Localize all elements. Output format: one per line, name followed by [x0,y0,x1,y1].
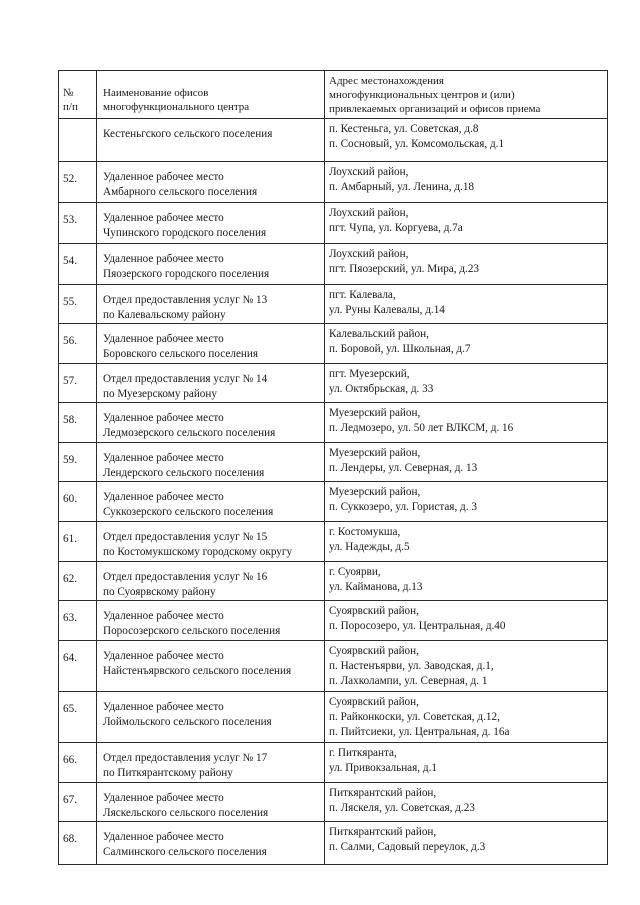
row-number-cell: 63. [58,601,96,640]
row-number-cell: 67. [58,783,96,822]
office-address-cell [324,403,608,442]
office-address-line: п. Сосновый, ул. Комсомольская, д.1 [329,137,505,150]
office-name-cell [96,244,324,284]
office-address-line: п. Ляскеля, ул. Советская, д.23 [329,801,475,814]
office-name-line: Удаленное рабочее место [103,701,224,714]
table-header [58,70,608,118]
row-number-cell: 58. [58,403,96,442]
office-address-cell [324,162,608,202]
row-number-cell: 57. [58,364,96,403]
row-number-cell: 66. [58,743,96,782]
office-address-line: пгт. Чупа, ул. Коргуева, д.7а [329,221,463,234]
table-body [58,118,608,865]
office-name-cell [96,162,324,202]
row-number-cell: 55. [58,285,96,324]
office-name-line: по Суоярвскому району [103,585,216,598]
table-row [58,742,608,782]
office-address-cell [324,482,608,521]
office-name-line: Боровского сельского поселения [103,347,259,360]
office-name-cell [96,203,324,243]
office-address-line: ул. Руны Калевалы, д.14 [329,303,445,316]
office-name-line: Удаленное рабочее место [103,212,224,225]
office-name-cell [96,443,324,482]
office-name-cell [96,783,324,822]
office-name-line: Отдел предоставления услуг № 14 [103,373,268,386]
office-address-line: Калевальский район, [329,328,429,341]
office-name-line: Отдел предоставления услуг № 15 [103,531,268,544]
office-address-cell [324,641,608,691]
office-name-cell [96,119,324,161]
office-address-line: Муезерский район, [329,447,421,460]
office-address-line: Питкярантский район, [329,826,437,839]
office-name-line: Поросозерского сельского поселения [103,624,281,637]
office-address-line: п. Амбарный, ул. Ленина, д.18 [329,180,475,193]
office-address-line: Питкярантский район, [329,787,437,800]
office-name-cell [96,522,324,561]
office-address-line: Суоярвский район, [329,605,419,618]
office-name-cell [96,482,324,521]
office-address-line: ул. Надежды, д.5 [329,540,410,553]
office-address-line: ул. Октябрьская, д. 33 [329,382,434,395]
row-number-cell: 65. [58,692,96,742]
header-num-cell [58,71,96,118]
office-address-line: Муезерский район, [329,486,421,499]
header-address-line: привлекаемых организаций и офисов приема [329,102,541,115]
office-address-line: пгт. Пяозерский, ул. Мира, д.23 [329,262,480,275]
header-address-line: многофункциональных центров и (или) [329,88,515,101]
office-address-cell [324,783,608,822]
header-name-cell [96,71,324,118]
office-name-cell [96,364,324,403]
row-number-cell: 59. [58,443,96,482]
header-name-line: многофункционального центра [103,100,250,113]
office-address-cell [324,601,608,640]
office-address-line: Лоухский район, [329,248,409,261]
office-address-cell [324,203,608,243]
office-address-cell [324,364,608,403]
row-number-cell: 68. [58,822,96,864]
office-address-cell [324,324,608,363]
row-number-cell: 56. [58,324,96,363]
office-address-line: ул. Кайманова, д.13 [329,580,423,593]
office-address-line: ул. Привокзальная, д.1 [329,761,437,774]
office-name-cell [96,601,324,640]
table-row [58,323,608,363]
office-name-line: Лендерского сельского поселения [103,466,265,479]
office-address-line: п. Пийтсиеки, ул. Центральная, д. 16а [329,725,510,738]
header-num-line: № [63,87,74,99]
office-name-line: по Костомукшскому городскому округу [103,545,293,558]
office-name-line: Найстенъярвского сельского поселения [103,664,292,677]
office-name-line: Удаленное рабочее место [103,412,224,425]
table-row [58,481,608,521]
table-row [58,161,608,202]
office-name-cell [96,641,324,691]
row-number-cell: 60. [58,482,96,521]
office-name-line: Пяозерского городского поселения [103,267,270,280]
office-name-line: Лоймольского сельского поселения [103,715,272,728]
table-row [58,600,608,640]
office-address-line: п. Настенъярви, ул. Заводская, д.1, [329,659,494,672]
office-name-line: Кестеньгского сельского поселения [103,128,273,141]
office-address-cell [324,692,608,742]
table-row [58,118,608,161]
office-address-line: пгт. Муезерский, [329,368,410,381]
office-address-line: Лоухский район, [329,166,409,179]
office-name-cell [96,692,324,742]
office-name-cell [96,822,324,864]
header-address-cell [324,71,608,118]
table-row [58,561,608,600]
office-address-cell [324,443,608,482]
office-name-line: Удаленное рабочее место [103,792,224,805]
office-address-line: пгт. Калевала, [329,289,396,302]
table-row [58,402,608,442]
office-address-line: п. Райконкоски, ул. Советская, д.12, [329,710,500,723]
office-name-line: по Калевальскому району [103,308,226,321]
table-row [58,243,608,284]
office-address-line: Лоухский район, [329,207,409,220]
office-address-line: п. Поросозеро, ул. Центральная, д.40 [329,619,506,632]
office-address-cell [324,119,608,161]
office-address-line: п. Боровой, ул. Школьная, д.7 [329,342,471,355]
office-name-line: Суккозерского сельского поселения [103,505,274,518]
row-number-cell: 52. [58,162,96,202]
office-address-line: Суоярвский район, [329,696,419,709]
office-name-line: Удаленное рабочее место [103,333,224,346]
office-name-cell [96,562,324,601]
office-name-line: Удаленное рабочее место [103,831,224,844]
office-name-line: Отдел предоставления услуг № 17 [103,752,268,765]
office-name-line: Удаленное рабочее место [103,650,224,663]
office-name-line: Ледмозерского сельского поселения [103,426,276,439]
row-number-cell: 64. [58,641,96,691]
office-name-line: Чупинского городского поселения [103,226,267,239]
office-address-line: Муезерский район, [329,407,421,420]
table-row [58,521,608,561]
table-row [58,691,608,742]
office-address-line: п. Суккозеро, ул. Гористая, д. 3 [329,500,477,513]
table-row [58,363,608,402]
office-name-line: Удаленное рабочее место [103,253,224,266]
row-number-cell: 53. [58,203,96,243]
row-number-cell: 54. [58,244,96,284]
office-name-line: Удаленное рабочее место [103,452,224,465]
office-address-line: п. Кестеньга, ул. Советская, д.8 [329,123,479,136]
office-address-line: п. Салми, Садовый переулок, д.3 [329,840,486,853]
office-address-cell [324,522,608,561]
office-name-line: Амбарного сельского поселения [103,185,258,198]
office-address-cell [324,285,608,324]
office-name-cell [96,324,324,363]
office-address-line: г. Питкяранта, [329,747,397,760]
office-address-line: Суоярвский район, [329,645,419,658]
offices-table [58,70,608,865]
office-name-cell [96,403,324,442]
office-address-line: п. Лахколампи, ул. Северная, д. 1 [329,674,488,687]
office-name-cell [96,285,324,324]
header-address-line: Адрес местонахождения [329,75,444,87]
office-address-cell [324,743,608,782]
table-row [58,782,608,821]
office-name-line: Отдел предоставления услуг № 16 [103,571,268,584]
office-name-line: Удаленное рабочее место [103,171,224,184]
row-number-cell [58,119,96,161]
office-address-cell [324,822,608,864]
office-address-line: г. Костомукша, [329,526,401,539]
office-name-line: по Питкярантскому району [103,766,233,779]
row-number-cell: 61. [58,522,96,561]
office-name-line: Удаленное рабочее место [103,610,224,623]
office-name-line: Удаленное рабочее место [103,491,224,504]
office-address-cell [324,244,608,284]
header-name-line: Наименование офисов [103,87,209,99]
table-row [58,640,608,691]
office-address-cell [324,562,608,601]
office-name-line: Салминского сельского поселения [103,845,267,858]
table-row [58,821,608,865]
table-row [58,442,608,481]
table-row [58,284,608,323]
office-name-line: Отдел предоставления услуг № 13 [103,294,268,307]
table-row [58,202,608,243]
header-num-line: п/п [63,100,78,113]
office-name-line: Ляскельского сельского поселения [103,806,269,819]
office-address-line: г. Суоярви, [329,566,381,579]
office-name-cell [96,743,324,782]
row-number-cell: 62. [58,562,96,601]
office-address-line: п. Лендеры, ул. Северная, д. 13 [329,461,478,474]
office-name-line: по Муезерскому району [103,387,217,400]
office-address-line: п. Ледмозеро, ул. 50 лет ВЛКСМ, д. 16 [329,421,514,434]
